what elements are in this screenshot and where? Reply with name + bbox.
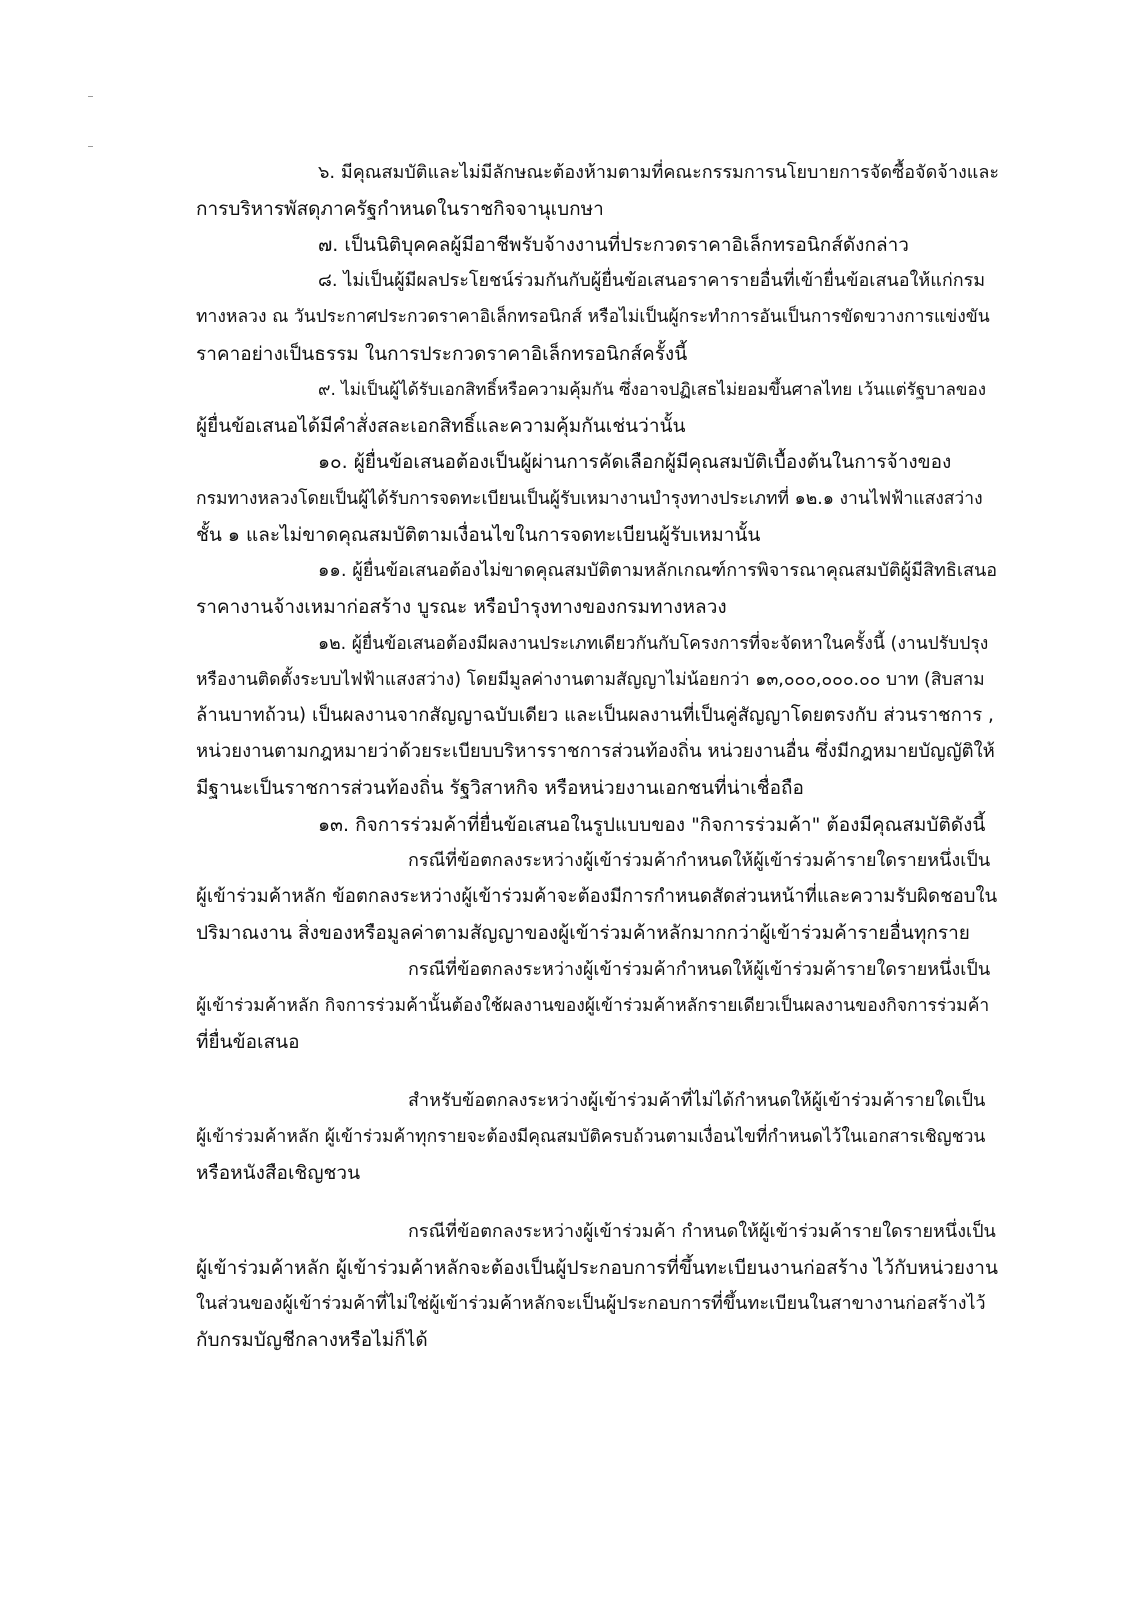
text-line: หรือหนังสือเชิญชวน — [196, 1162, 361, 1184]
text-line: หน่วยงานตามกฎหมายว่าด้วยระเบียบบริหารราชการส่วนท้องถิ่น หน่วยงานอื่น ซึ่งมีกฎหมายบัญญัติให้ — [196, 741, 995, 762]
text-line-item-6: ๖. มีคุณสมบัติและไม่มีลักษณะต้องห้ามตามที่คณะกรรมการนโยบายการจัดซื้อจัดจ้างและ — [318, 162, 1000, 183]
text-line: การบริหารพัสดุภาครัฐกำหนดในราชกิจจานุเบกษา — [196, 198, 604, 220]
text-line-sub-case: กรณีที่ข้อตกลงระหว่างผู้เข้าร่วมค้ากำหนดให้ผู้เข้าร่วมค้ารายใดรายหนึ่งเป็น — [408, 850, 991, 871]
text-line: กรมทางหลวงโดยเป็นผู้ได้รับการจดทะเบียนเป็นผู้รับเหมางานบำรุงทางประเภทที่ ๑๒.๑ งานไฟฟ้าแสงสว่าง — [196, 489, 983, 509]
text-line-sub-case: สำหรับข้อตกลงระหว่างผู้เข้าร่วมค้าที่ไม่ได้กำหนดให้ผู้เข้าร่วมค้ารายใดเป็น — [408, 1090, 986, 1111]
text-line-item-11: ๑๑. ผู้ยื่นข้อเสนอต้องไม่ขาดคุณสมบัติตามหลักเกณฑ์การพิจารณาคุณสมบัติผู้มีสิทธิเสนอ — [318, 560, 998, 581]
text-line: ปริมาณงาน สิ่งของหรือมูลค่าตามสัญญาของผู้เข้าร่วมค้าหลักมากกว่าผู้เข้าร่วมค้ารายอื่นทุกราย — [196, 922, 970, 944]
text-line: ทางหลวง ณ วันประกาศประกวดราคาอิเล็กทรอนิกส์ หรือไม่เป็นผู้กระทำการอันเป็นการขัดขวางการแข่งขัน — [196, 307, 990, 327]
text-line: ผู้เข้าร่วมค้าหลัก ข้อตกลงระหว่างผู้เข้าร่วมค้าจะต้องมีการกำหนดสัดส่วนหน้าที่และความรับผิดชอบใน — [196, 886, 998, 907]
text-line: ที่ยื่นข้อเสนอ — [196, 1031, 300, 1053]
text-line: ผู้เข้าร่วมค้าหลัก ผู้เข้าร่วมค้าหลักจะต้องเป็นผู้ประกอบการที่ขึ้นทะเบียนงานก่อสร้าง ไว้กับหน่วยงาน — [196, 1257, 998, 1279]
text-line: ราคางานจ้างเหมาก่อสร้าง บูรณะ หรือบำรุงทางของกรมทางหลวง — [196, 596, 727, 618]
text-line: ผู้เข้าร่วมค้าหลัก ผู้เข้าร่วมค้าทุกรายจะต้องมีคุณสมบัติครบถ้วนตามเงื่อนไขที่กำหนดไว้ในเอกสารเชิญชวน — [196, 1127, 986, 1147]
text-line: ชั้น ๑ และไม่ขาดคุณสมบัติตามเงื่อนไขในการจดทะเบียนผู้รับเหมานั้น — [196, 524, 761, 546]
text-line-item-7: ๗. เป็นนิติบุคคลผู้มีอาชีพรับจ้างงานที่ประกวดราคาอิเล็กทรอนิกส์ดังกล่าว — [318, 234, 909, 256]
text-line-sub-case: กรณีที่ข้อตกลงระหว่างผู้เข้าร่วมค้า กำหนดให้ผู้เข้าร่วมค้ารายใดรายหนึ่งเป็น — [408, 1221, 996, 1242]
text-line: ผู้ยื่นข้อเสนอได้มีคำสั่งสละเอกสิทธิ์และความคุ้มกันเช่นว่านั้น — [196, 415, 686, 437]
text-line: ราคาอย่างเป็นธรรม ในการประกวดราคาอิเล็กทรอนิกส์ครั้งนี้ — [196, 343, 688, 365]
text-line: หรืองานติดตั้งระบบไฟฟ้าแสงสว่าง) โดยมีมูลค่างานตามสัญญาไม่น้อยกว่า ๑๓,๐๐๐,๐๐๐.๐๐ บาท (สิบสาม — [196, 670, 985, 690]
text-line-item-12: ๑๒. ผู้ยื่นข้อเสนอต้องมีผลงานประเภทเดียวกันกับโครงการที่จะจัดหาในครั้งนี้ (งานปรับปรุง — [318, 634, 989, 654]
text-line-sub-case: กรณีที่ข้อตกลงระหว่างผู้เข้าร่วมค้ากำหนดให้ผู้เข้าร่วมค้ารายใดรายหนึ่งเป็น — [408, 959, 991, 980]
scan-speck — [88, 96, 93, 97]
text-line: ในส่วนของผู้เข้าร่วมค้าที่ไม่ใช่ผู้เข้าร่วมค้าหลักจะเป็นผู้ประกอบการที่ขึ้นทะเบียนในสาขางานก่อสร้างไว้ — [196, 1293, 986, 1314]
text-line-item-8: ๘. ไม่เป็นผู้มีผลประโยชน์ร่วมกันกับผู้ยื่นข้อเสนอราคารายอื่นที่เข้ายื่นข้อเสนอให้แก่กรม — [318, 270, 986, 291]
text-line-item-9: ๙. ไม่เป็นผู้ได้รับเอกสิทธิ์หรือความคุ้มกัน ซึ่งอาจปฏิเสธไม่ยอมขึ้นศาลไทย เว้นแต่รัฐบาลของ — [318, 380, 987, 400]
text-line: ล้านบาทถ้วน) เป็นผลงานจากสัญญาฉบับเดียว และเป็นผลงานที่เป็นคู่สัญญาโดยตรงกับ ส่วนราชการ , — [196, 705, 994, 726]
text-line: มีฐานะเป็นราชการส่วนท้องถิ่น รัฐวิสาหกิจ หรือหน่วยงานเอกชนที่น่าเชื่อถือ — [196, 777, 804, 799]
text-line: กับกรมบัญชีกลางหรือไม่ก็ได้ — [196, 1329, 428, 1351]
text-line-item-13: ๑๓. กิจการร่วมค้าที่ยื่นข้อเสนอในรูปแบบของ "กิจการร่วมค้า" ต้องมีคุณสมบัติดังนี้ — [318, 814, 986, 836]
text-line-item-10: ๑๐. ผู้ยื่นข้อเสนอต้องเป็นผู้ผ่านการคัดเลือกผู้มีคุณสมบัติเบื้องต้นในการจ้างของ — [318, 451, 952, 473]
scan-speck — [88, 146, 93, 147]
text-line: ผู้เข้าร่วมค้าหลัก กิจการร่วมค้านั้นต้องใช้ผลงานของผู้เข้าร่วมค้าหลักรายเดียวเป็นผลงานของกิจการร่วมค้า — [196, 996, 990, 1016]
